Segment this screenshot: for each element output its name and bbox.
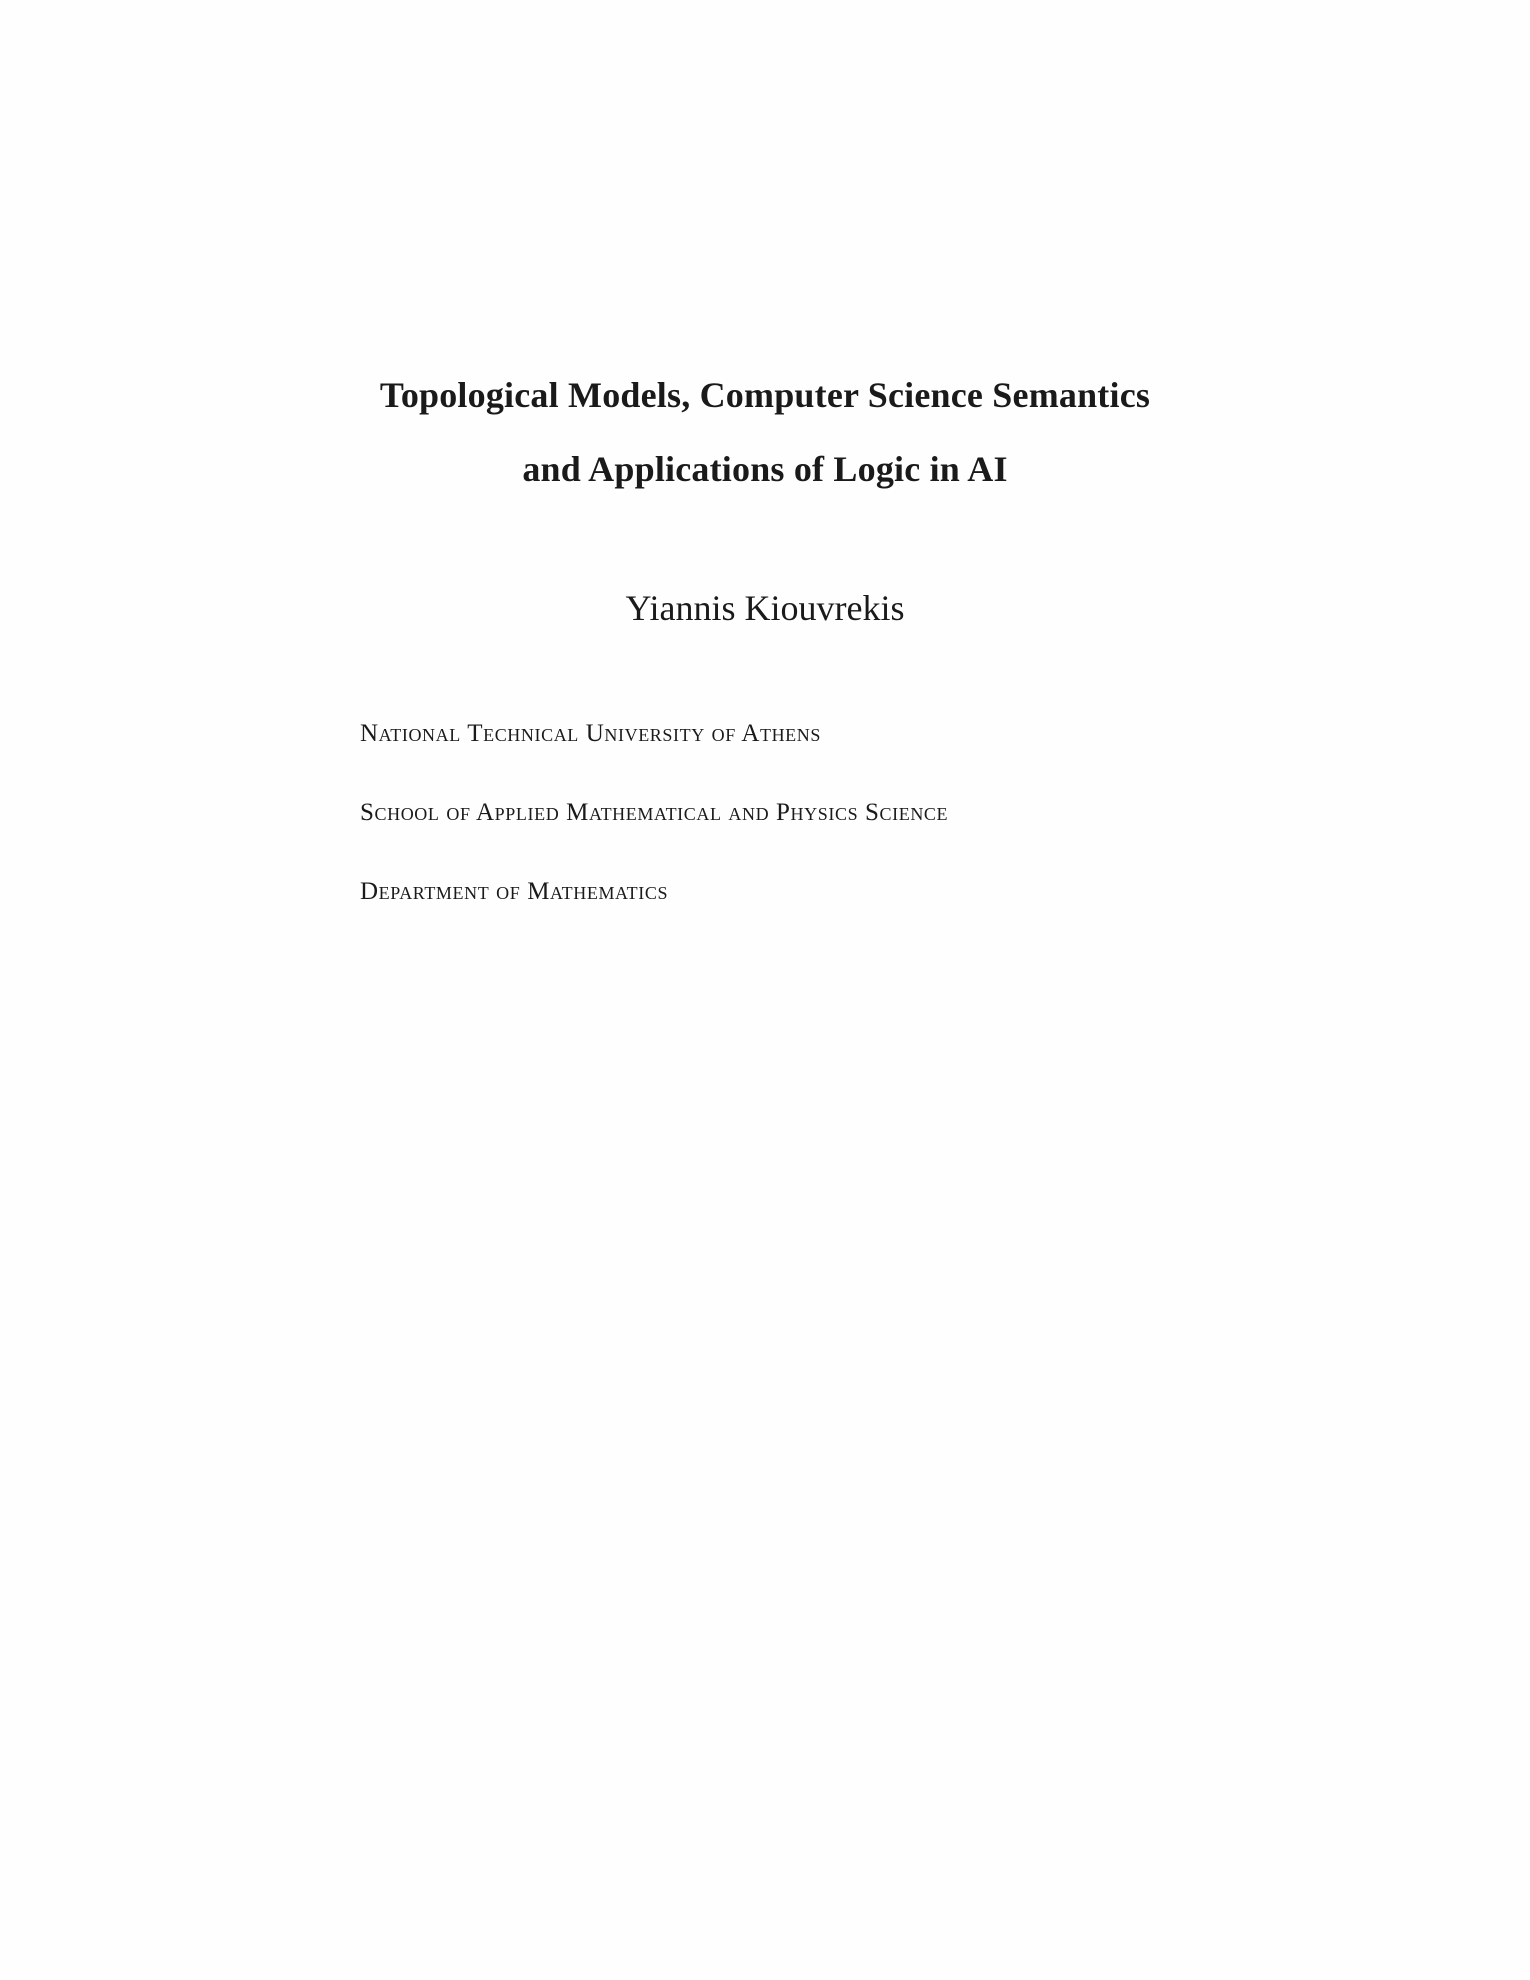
author-name: Yiannis Kiouvrekis	[625, 588, 905, 628]
affiliation-university: National Technical University of Athens	[360, 720, 821, 747]
title-line-2: and Applications of Logic in AI	[522, 449, 1008, 489]
title-line-1: Topological Models, Computer Science Semantics	[379, 375, 1151, 415]
affiliation-department: Department of Mathematics	[360, 878, 669, 905]
affiliation-school: School of Applied Mathematical and Physics Science	[360, 799, 949, 826]
